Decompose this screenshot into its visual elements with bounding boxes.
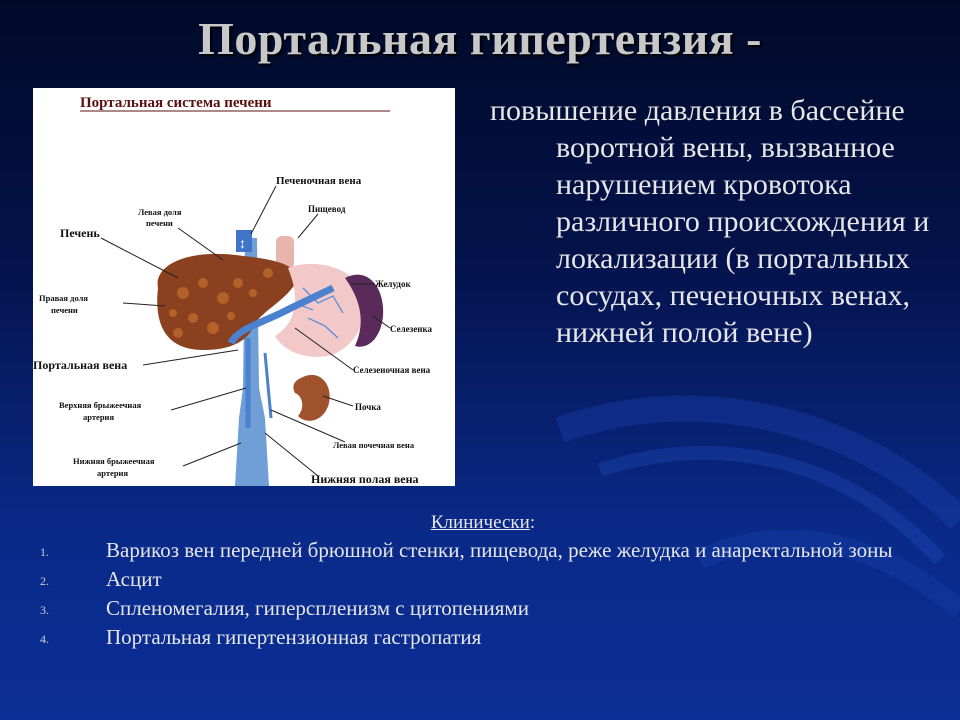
label-right-lobe-2: печени bbox=[51, 305, 78, 315]
label-portal-vein: Портальная вена bbox=[33, 358, 128, 372]
slide-title: Портальная гипертензия - bbox=[198, 13, 762, 64]
list-item: 2. Асцит bbox=[40, 567, 162, 591]
label-hepatic-vein: Печеночная вена bbox=[276, 175, 362, 187]
clinical-list bbox=[40, 540, 920, 656]
label-spleen: Селезенка bbox=[390, 324, 432, 334]
label-esophagus: Пищевод bbox=[308, 204, 346, 214]
label-sup-mesenteric-2: артерия bbox=[83, 412, 115, 422]
label-sup-mesenteric-1: Верхняя брыжеечная bbox=[59, 400, 142, 410]
list-item: 1. Варикоз вен передней брюшной стенки, пищевода, реже желудка и анаректальной зоны bbox=[40, 538, 893, 562]
kidney-shape bbox=[293, 375, 329, 421]
label-liver: Печень bbox=[60, 226, 100, 240]
label-inf-mesenteric-1: Нижняя брыжеечная bbox=[73, 456, 155, 466]
label-left-lobe-1: Левая доля bbox=[138, 207, 182, 217]
label-left-lobe-2: печени bbox=[146, 218, 173, 228]
svg-text:↕: ↕ bbox=[239, 237, 246, 252]
label-left-renal-vein: Левая почечная вена bbox=[333, 440, 415, 450]
label-right-lobe-1: Правая доля bbox=[39, 293, 88, 303]
label-stomach: Желудок bbox=[375, 279, 411, 289]
label-inf-mesenteric-2: артерия bbox=[97, 468, 129, 478]
list-item: 4. Портальная гипертензионная гастропатия bbox=[40, 625, 482, 649]
label-kidney: Почка bbox=[355, 402, 381, 412]
diagram-title: Портальная система печени bbox=[80, 95, 272, 111]
label-splenic-vein: Селезеночная вена bbox=[353, 365, 431, 375]
list-item: 3. Спленомегалия, гиперспленизм с цитопениями bbox=[40, 596, 529, 620]
definition-text: повышение давления в бассейне воротной вены, вызванное нарушением кровотока различного происхождения и локализации (в портальных сосудах, печеночных венах, нижней полой вене) bbox=[490, 94, 930, 349]
portal-system-diagram bbox=[33, 88, 455, 486]
clinical-heading: Клинически: bbox=[430, 512, 536, 533]
label-ivc: Нижняя полая вена bbox=[311, 472, 419, 486]
